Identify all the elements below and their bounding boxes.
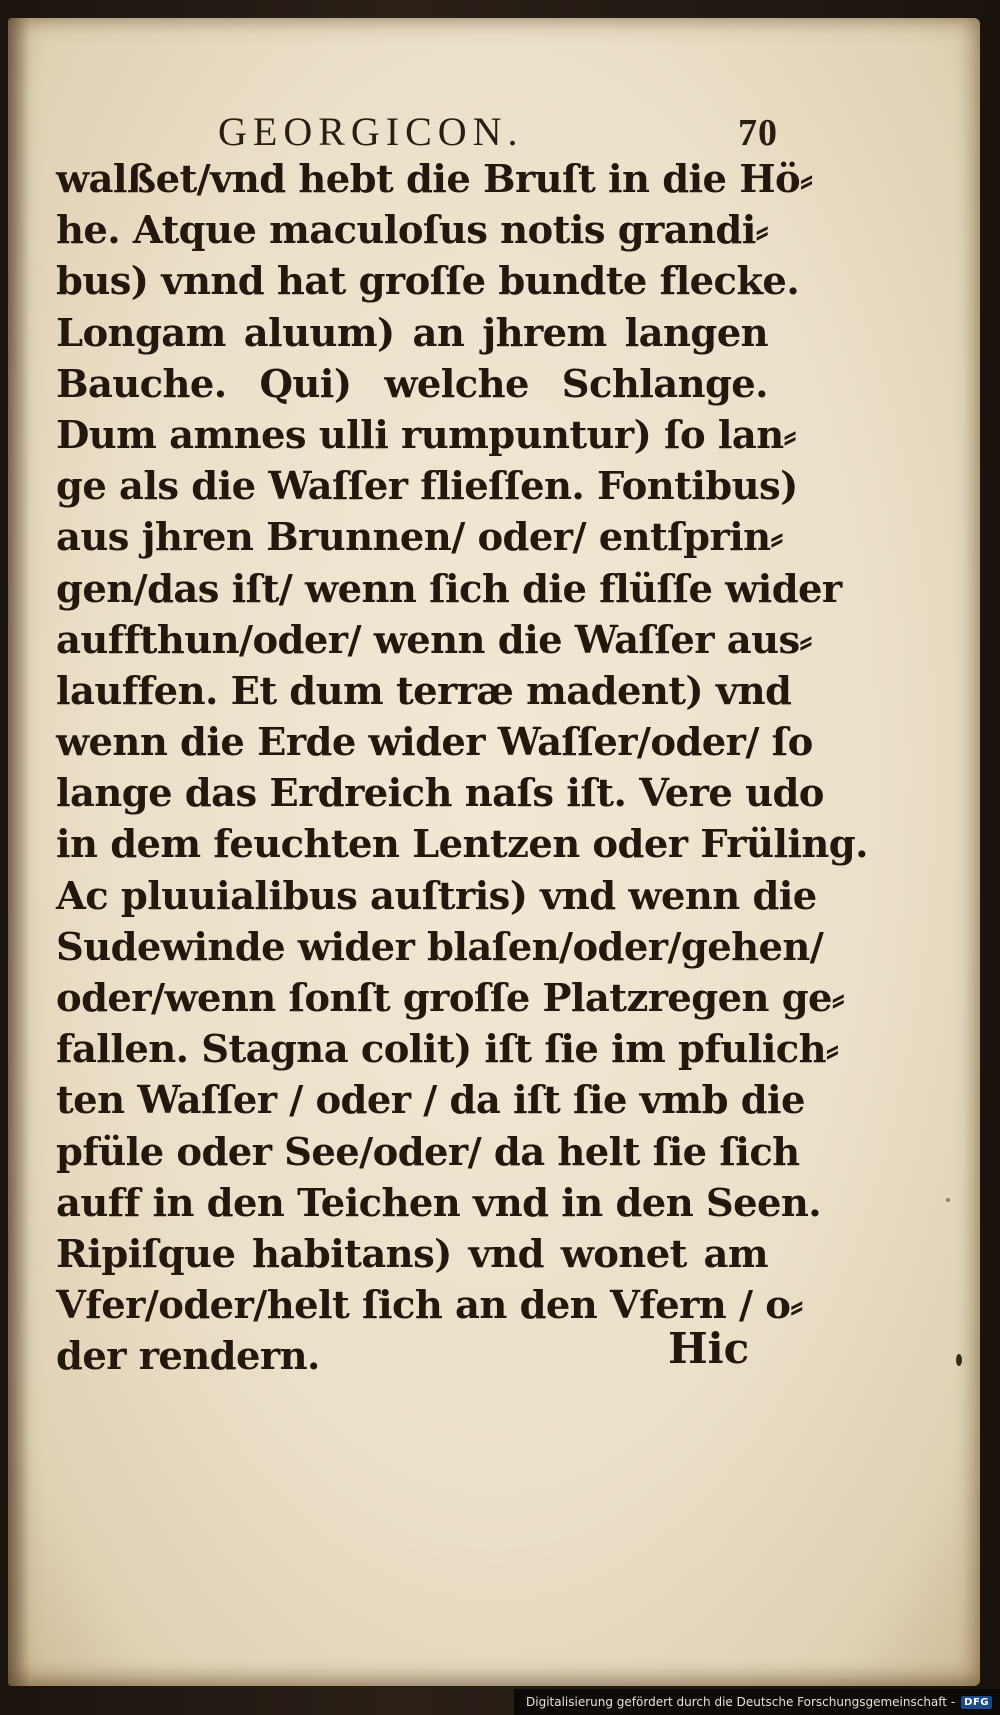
text-line: aus jhren Brunnen/ oder/ entſprin⸗ [56,515,783,561]
text-line: Longam aluum) an jhrem langen [56,310,768,356]
text-line: lange das Erdreich naſs iſt. Vere udo [56,771,824,817]
text-line: bus) vnnd hat groſſe bundte flecke. [56,259,800,305]
text-line: auff in den Teichen vnd in den Seen. [56,1180,822,1226]
text-line: Ac pluuialibus auſtris) vnd wenn die [56,873,817,919]
text-line: Bauche. Qui) welche Schlange. [56,361,768,407]
text-line: walßet/vnd hebt die Bruſt in die Hö⸗ [56,157,813,202]
spine-shadow [8,18,30,1686]
text-line: ge als die Waſſer flieſſen. Fontibus) [56,464,798,510]
text-line: oder/wenn ſonſt groſſe Platzregen ge⸗ [56,976,845,1021]
credit-text: Digitalisierung gefördert durch die Deutsche Forschungsgemeinschaft - [526,1695,956,1709]
text-line: Ripiſque habitans) vnd wonet am [56,1231,768,1277]
text-line: Sudewinde wider blaſen/oder/gehen/ [56,924,824,970]
ink-spot [946,1198,950,1202]
running-head: GEORGICON. [218,109,524,154]
page-header [218,108,778,155]
text-line: fallen. Stagna colit) iſt ſie im pfulich⸗ [56,1027,839,1073]
text-line: Dum amnes ulli rumpuntur) ſo lan⸗ [56,412,796,458]
dfg-logo: DFG [961,1696,992,1709]
text-line: wenn die Erde wider Waſſer/oder/ ſo [56,720,813,766]
catchword: Hic [668,1324,750,1373]
text-line: in dem feuchten Lentzen oder Früling. [56,822,868,868]
text-line: der rendern. [56,1334,320,1380]
text-line: he. Atque maculoſus notis grandi⸗ [56,208,769,254]
text-line: auffthun/oder/ wenn die Waſſer aus⸗ [56,617,812,663]
book-page [8,18,980,1686]
text-line: Vfer/oder/helt ſich an den Vfern / o⸗ [56,1283,803,1329]
text-line: lauffen. Et dum terræ madent) vnd [56,668,792,714]
text-line: gen/das iſt/ wenn ſich die flüſſe wider [56,566,842,612]
ink-spot [956,1354,962,1366]
text-line: ten Waſſer / oder / da iſt ſie vmb die [56,1078,805,1124]
page-number: 70 [738,112,778,154]
text-line: pfüle oder See/oder/ da helt ſie ſich [56,1129,800,1175]
digitization-credit [514,1689,1000,1715]
body-text [56,154,868,1383]
